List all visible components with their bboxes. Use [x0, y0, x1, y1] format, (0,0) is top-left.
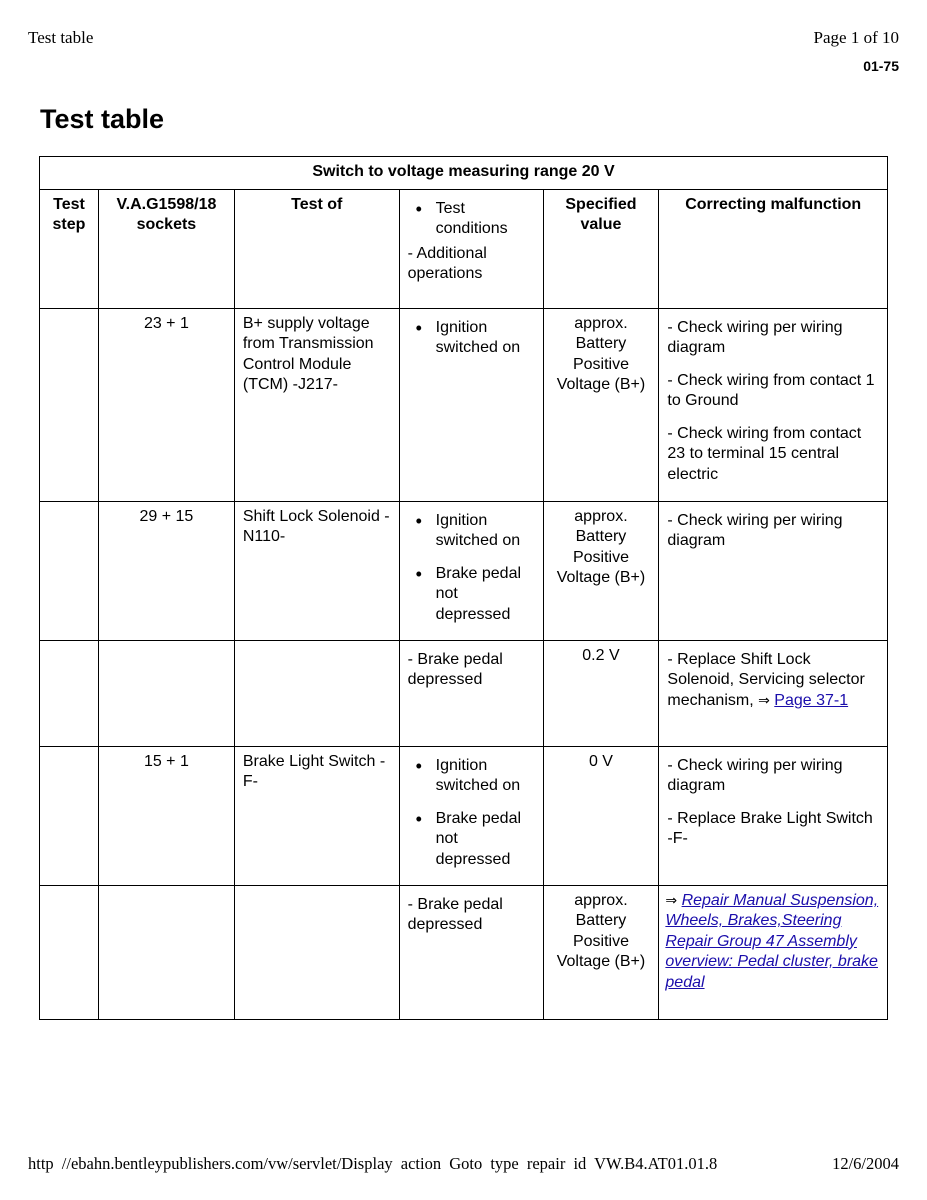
- correction-item: [667, 650, 879, 712]
- test-of-cell: Shift Lock Solenoid -N110-: [234, 501, 399, 640]
- table-row: [40, 746, 888, 885]
- table-caption-row: [40, 157, 888, 190]
- conditions-cell: [399, 501, 543, 640]
- footer-url: http //ebahn.bentleypublishers.com/vw/servlet/Display action Goto type repair id VW.B4.AT01.01.8: [28, 1154, 718, 1173]
- correction-item: - Check wiring per wiring diagram: [667, 511, 843, 549]
- correcting-cell: [659, 885, 888, 1019]
- header-document-name: Test table: [28, 28, 94, 47]
- correcting-cell: [659, 308, 888, 501]
- conditions-cell: [399, 308, 543, 501]
- correction-text: - Replace Shift Lock Solenoid, Servicing selector mechanism,: [667, 650, 865, 709]
- column-header-correcting: Correcting malfunction: [659, 189, 888, 308]
- test-step-cell: [40, 640, 99, 746]
- test-step-cell: [40, 501, 99, 640]
- test-of-cell: [234, 885, 399, 1019]
- correction-item: - Check wiring from contact 23 to terminal 15 central electric: [667, 424, 862, 483]
- condition-item: • Brake pedal not depressed: [408, 564, 535, 626]
- sockets-cell: [98, 640, 234, 746]
- sockets-cell: 15 + 1: [98, 746, 234, 885]
- condition-item: • Brake pedal not depressed: [408, 809, 535, 871]
- table-row: [40, 308, 888, 501]
- column-header-specified-value: Specified value: [543, 189, 659, 308]
- condition-text: - Brake pedal depressed: [407, 650, 503, 688]
- test-of-cell: [234, 640, 399, 746]
- condition-item: • Ignition switched on: [408, 511, 535, 552]
- sockets-cell: 23 + 1: [98, 308, 234, 501]
- specified-value-cell: approx. Battery Positive Voltage (B+): [543, 308, 659, 501]
- test-step-cell: [40, 746, 99, 885]
- specified-value-cell: 0 V: [543, 746, 659, 885]
- column-header-conditions: [399, 189, 543, 308]
- condition-item: • Ignition switched on: [408, 756, 535, 797]
- table-row: [40, 885, 888, 1019]
- additional-operations-label: - Additional operations: [407, 244, 487, 282]
- conditions-bullet-list: [408, 199, 535, 240]
- specified-value-cell: approx. Battery Positive Voltage (B+): [543, 885, 659, 1019]
- conditions-bullet: • Test conditions: [408, 199, 535, 240]
- page-link[interactable]: Page 37-1: [774, 691, 849, 709]
- test-table: [39, 156, 888, 1020]
- test-step-cell: [40, 885, 99, 1019]
- specified-value-cell: 0.2 V: [543, 640, 659, 746]
- conditions-cell: [399, 640, 543, 746]
- page-title: Test table: [40, 104, 165, 134]
- sockets-cell: 29 + 15: [98, 501, 234, 640]
- table-row: [40, 640, 888, 746]
- condition-text: - Brake pedal depressed: [407, 895, 503, 933]
- test-of-cell: B+ supply voltage from Transmission Control Module (TCM) -J217-: [234, 308, 399, 501]
- repair-manual-link[interactable]: Repair Manual Suspension, Wheels, Brakes,Steering Repair Group 47 Assembly overview: Pedal cluster, brake pedal: [665, 891, 879, 991]
- footer-date: 12/6/2004: [832, 1154, 899, 1173]
- correcting-cell: [659, 746, 888, 885]
- arrow-right-icon: ⇒: [665, 892, 678, 909]
- header-page-number: Page 1 of 10: [813, 28, 899, 47]
- conditions-cell: [399, 885, 543, 1019]
- document-section-number: 01-75: [863, 58, 899, 74]
- correction-item: - Check wiring from contact 1 to Ground: [667, 371, 875, 409]
- arrow-right-icon: ⇒: [758, 692, 770, 709]
- table-header-row: [40, 189, 888, 308]
- conditions-cell: [399, 746, 543, 885]
- condition-item: • Ignition switched on: [408, 318, 535, 359]
- column-header-test-step: Test step: [40, 189, 99, 308]
- correcting-cell: [659, 501, 888, 640]
- table-caption: Switch to voltage measuring range 20 V: [40, 157, 888, 190]
- test-of-cell: Brake Light Switch -F-: [234, 746, 399, 885]
- test-step-cell: [40, 308, 99, 501]
- sockets-cell: [98, 885, 234, 1019]
- column-header-sockets: V.A.G1598/18 sockets: [98, 189, 234, 308]
- column-header-test-of: Test of: [234, 189, 399, 308]
- correction-item: - Check wiring per wiring diagram: [667, 318, 843, 356]
- table-row: [40, 501, 888, 640]
- specified-value-cell: approx. Battery Positive Voltage (B+): [543, 501, 659, 640]
- correction-item: - Replace Brake Light Switch -F-: [667, 809, 873, 847]
- correction-item: - Check wiring per wiring diagram: [667, 756, 843, 794]
- correcting-cell: [659, 640, 888, 746]
